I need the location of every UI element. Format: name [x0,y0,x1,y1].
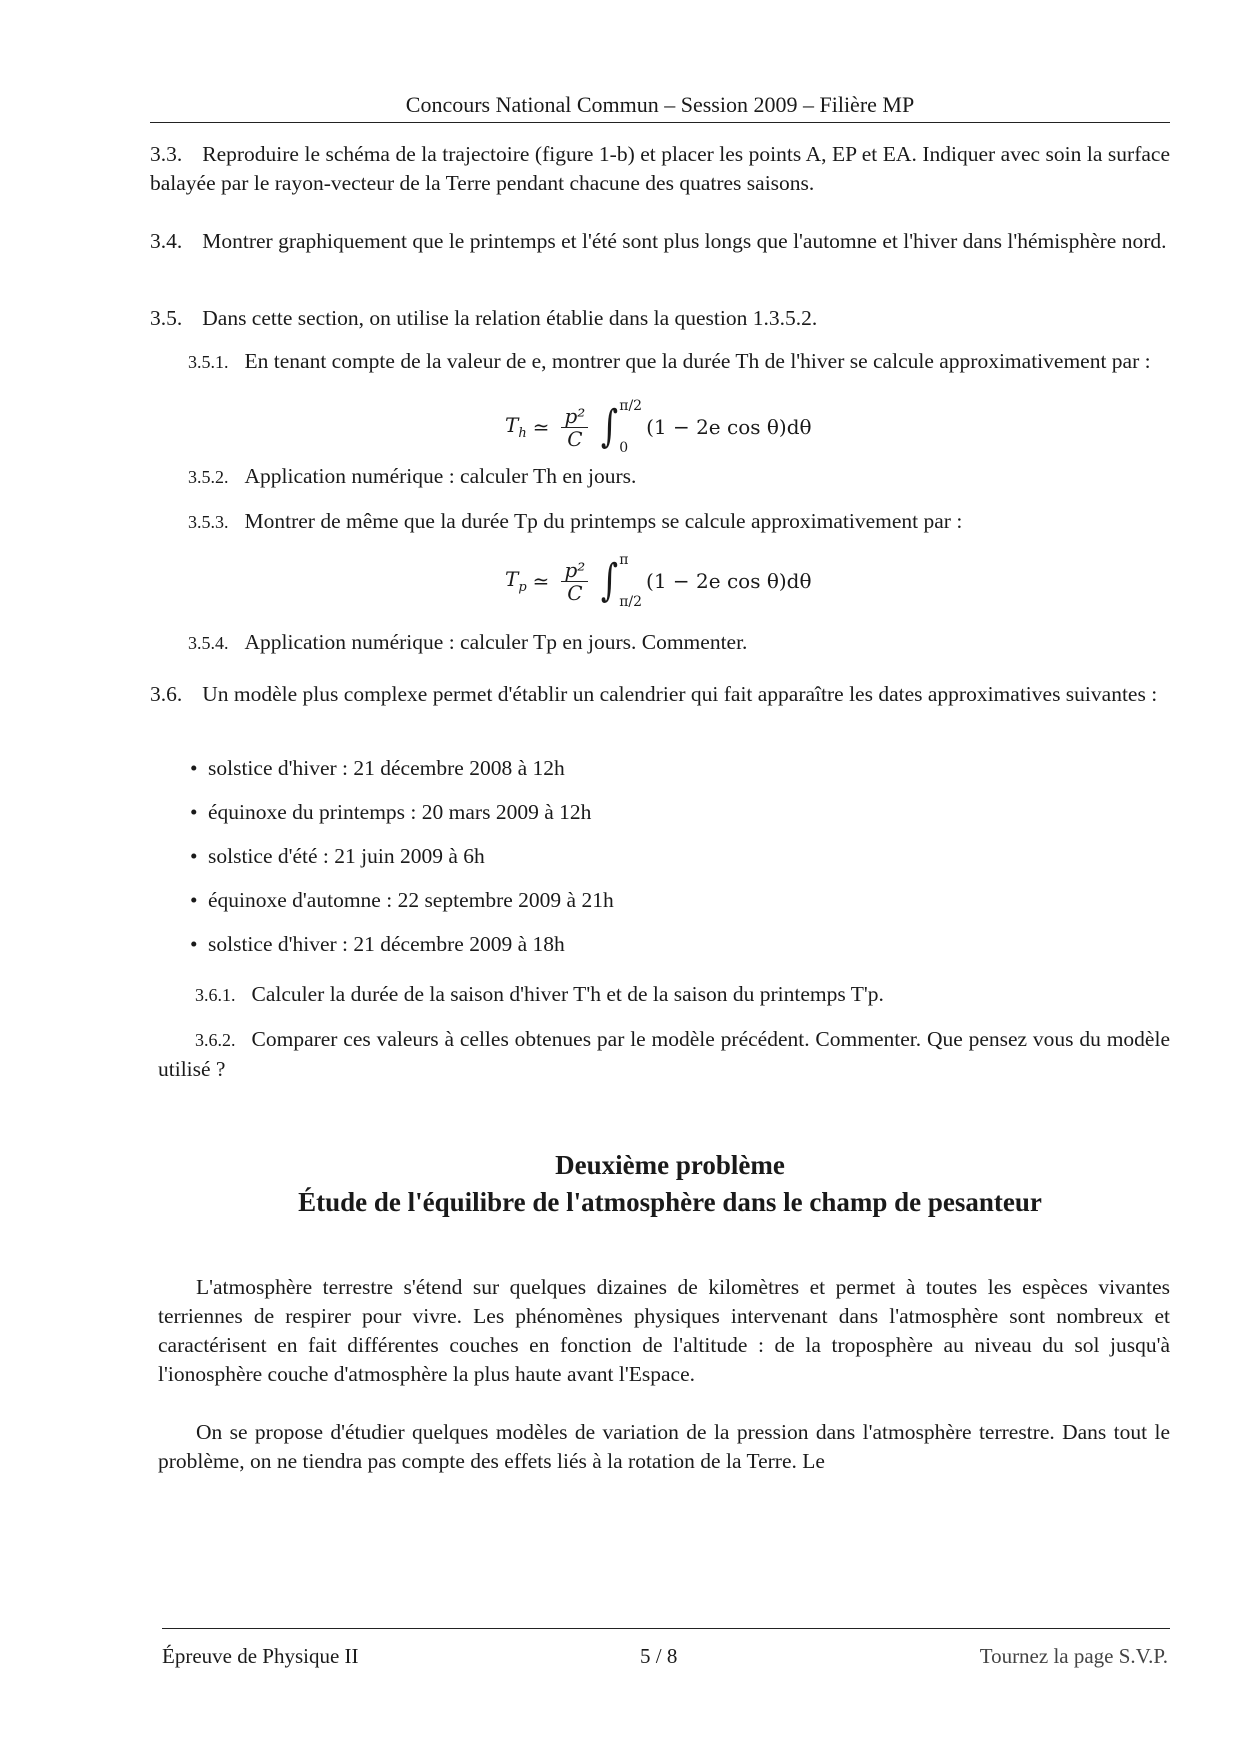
list-item: • solstice d'hiver : 21 décembre 2009 à 18h [190,930,614,974]
bullet-icon: • [190,888,198,912]
question-number: 3.6.1. [195,985,236,1005]
question-number: 3.4. [150,229,183,253]
question-3-5-3 [188,507,1170,537]
question-3-5-2 [188,462,1170,492]
question-text: Reproduire le schéma de la trajectoire (figure 1-b) et placer les points A, EP et EA. Indiquer avec soin la surface balayée par le rayon-vecteur de la Terre pendant chacune des quatres saisons. [150,142,1170,195]
question-3-6 [150,680,1170,709]
eq-fraction [561,405,588,450]
eq-approx: ≃ [532,569,550,593]
eq-lhs: $T_h$ [505,413,527,441]
list-item: • équinoxe d'automne : 22 septembre 2009 à 21h [190,886,614,930]
eq-fraction [561,559,588,604]
question-text: Un modèle plus complexe permet d'établir un calendrier qui fait apparaître les dates approximatives suivantes : [202,682,1158,706]
footer-right: Tournez la page S.V.P. [979,1644,1168,1668]
question-text: Montrer de même que la durée Tp du printemps se calcule approximativement par : [244,509,963,533]
question-text: Montrer graphiquement que le printemps et l'été sont plus longs que l'automne et l'hiver dans l'hémisphère nord. [202,229,1167,253]
equation-th [505,398,812,456]
bullet-icon: • [190,756,198,780]
question-3-5-1 [150,347,1170,377]
list-item: • solstice d'été : 21 juin 2009 à 6h [190,842,614,886]
question-number: 3.5. [150,306,183,330]
question-number: 3.5.3. [188,512,229,532]
equation-tp [505,552,812,610]
question-3-6-1 [195,980,1170,1010]
bullet-icon: • [190,844,198,868]
eq-lower-limit: π/2 [619,594,643,610]
question-3-5 [150,304,1170,333]
bullet-icon: • [190,932,198,956]
question-text: Comparer ces valeurs à celles obtenues par le modèle précédent. Commenter. Que pensez vous du modèle utilisé ? [158,1027,1170,1081]
question-text: Dans cette section, on utilise la relation établie dans la question 1.3.5.2. [202,306,818,330]
eq-denominator: C [567,426,583,451]
intro-paragraph-2: On se propose d'étudier quelques modèles de variation de la pression dans l'atmosphère terrestre. Dans tout le problème, on ne tiendra pas compte des effets liés à la rotation de la Terre. Le [158,1420,1170,1473]
question-number: 3.5.2. [188,467,229,487]
question-3-5-4 [188,628,1170,658]
list-item: • solstice d'hiver : 21 décembre 2008 à 12h [190,754,614,798]
footer-rule [162,1628,1170,1629]
intro-paragraph-1: L'atmosphère terrestre s'étend sur quelques dizaines de kilomètres et permet à toutes les espèces vivantes terriennes de respirer pour vivre. Les phénomènes physiques intervenant dans l'atmosphère sont nombreux et caractérisent en fait différentes couches en fonction de l'altitude : de la troposphère au niveau du sol jusqu'à l'ionosphère couche d'atmosphère la plus haute avant l'Espace. [158,1275,1170,1386]
question-text: Application numérique : calculer Tp en jours. Commenter. [244,630,748,654]
problem-subtitle: Étude de l'équilibre de l'atmosphère dans le champ de pesanteur [298,1187,1042,1217]
list-item: • équinoxe du printemps : 20 mars 2009 à 12h [190,798,614,842]
eq-lower-limit: 0 [619,440,629,456]
question-text: En tenant compte de la valeur de e, montrer que la durée Th de l'hiver se calcule approximativement par : [244,349,1151,373]
eq-denominator: C [567,580,583,605]
header-rule [150,122,1170,123]
question-3-6-2 [158,1025,1170,1084]
eq-upper-limit: π/2 [619,398,643,414]
question-number: 3.6.2. [195,1030,236,1050]
dates-list [190,754,614,974]
integral-sign: ∫ [601,555,619,606]
question-text: Calculer la durée de la saison d'hiver T'h et de la saison du printemps T'p. [251,982,884,1006]
bullet-icon: • [190,800,198,824]
question-number: 3.3. [150,142,183,166]
question-number: 3.5.1. [188,352,229,372]
question-text: Application numérique : calculer Th en jours. [244,464,637,488]
eq-integrand: (1 − 2e cos θ)dθ [646,415,812,439]
eq-integral [598,398,642,456]
eq-numerator: p² [561,559,588,582]
question-3-4 [150,227,1170,256]
page-header: Concours National Commun – Session 2009 – Filière MP [405,92,915,117]
eq-numerator: p² [561,405,588,428]
integral-sign: ∫ [601,401,619,452]
problem-title: Deuxième problème [555,1150,785,1180]
question-number: 3.5.4. [188,633,229,653]
question-number: 3.6. [150,682,183,706]
eq-upper-limit: π [619,552,629,568]
eq-integral [598,552,642,610]
page-number: 5 / 8 [640,1644,678,1668]
eq-lhs: $T_p$ [505,567,527,595]
footer-left: Épreuve de Physique II [162,1644,359,1668]
eq-integrand: (1 − 2e cos θ)dθ [646,569,812,593]
eq-approx: ≃ [532,415,550,439]
question-3-3 [150,140,1170,198]
